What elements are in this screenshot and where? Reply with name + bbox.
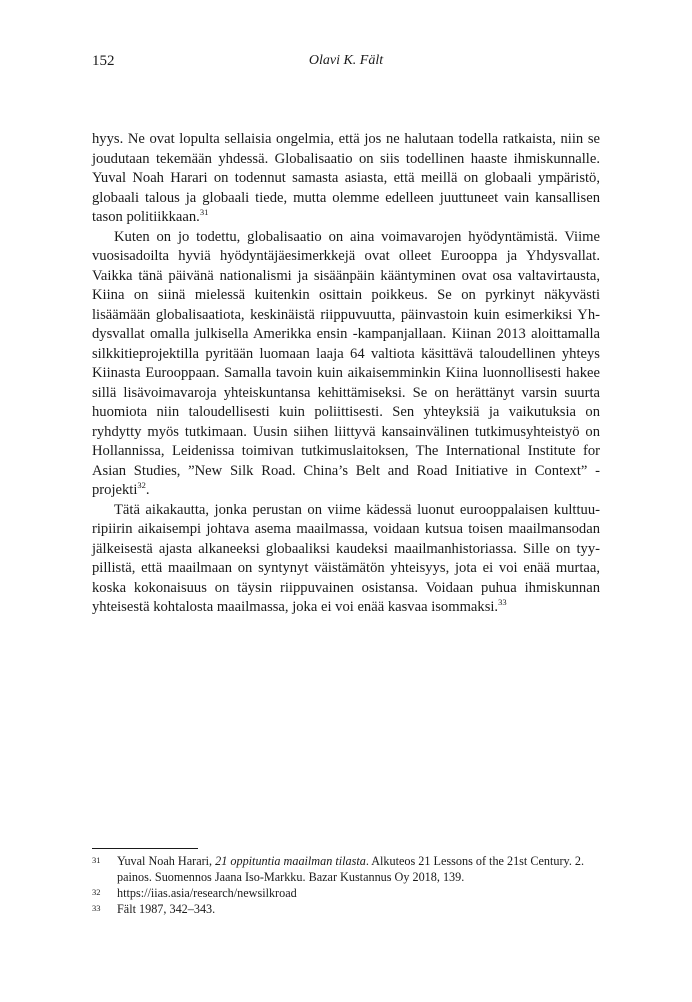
paragraph-text: Kuten on jo todettu, globalisaatio on aina voimavarojen hyödyntämistä. Viime vuosisadoilta hyviä hyödyntäjäesimerkkejä ovat olleet Eurooppa ja Yhdysvallat. Vaikka tänä päivänä nationalismi ja sisäänpäin kääntyminen ovat osa valtavirtausta, Kiina on siinä mielessä kuitenkin osittain poikkeus. Se on pyrkinyt näkyvästi lisäämään globalisaatiota, keskinäistä riippuvuutta, päinvastoin kuin esimerkiksi Yhdysvallat omalla julkisella Amerikka ensin -kampanjallaan. Kiinan 2013 aloittamalla silkkitieprojektilla pyritään luomaan laaja 64 valtiota käsittävä taloudellinen yhteys Kiinasta Eurooppaan. Samalla tavoin kuin aikaisemminkin Kiina luonnollisesti hakee sillä lisävoimavaroja yhteiskuntansa kehittämiseksi. Se on herättänyt varsin suurta huomiota niin taloudellisesti kuin poliittisesti. Sen yhteyksiä ja vaikutuksia on ryhdytty myös tutkimaan. Uusin siihen liittyvä kansainvälinen tutkimusyhteistyö on Hollannissa, Leidenissa toimivan tutkimuslaitoksen, The International Institute for Asian Studies, ”New Silk Road. China’s Belt and Road Initiative in Context” -projekti	[92, 228, 600, 498]
footnote-details: . Alkuteos 21 Lessons of the 21st Century. 2. painos. Suomennos Jaana Iso-Markku. Bazar Kustannus Oy 2018, 139.	[117, 854, 585, 884]
paragraph-text: hyys. Ne ovat lopulta sellaisia ongelmia, että jos ne halutaan todella ratkaista, niin se joudutaan tekemään yhdessä. Globalisaatio on siis todellinen haaste ihmiskunnalle. Yuval Noah Harari on todennut samasta asiasta, että meillä on globaali ympäristö, globaali talous ja globaali tiede, mutta olemme edelleen juuttuneet vain kansallisen tason politiikkaan.	[92, 131, 600, 225]
paragraph-1	[92, 130, 600, 228]
footnote-text: Fält 1987, 342–343.	[117, 902, 216, 916]
footnote-number: 32	[92, 887, 101, 897]
paragraph-text: Tätä aikakautta, jonka perustan on viime kädessä luonut eurooppalaisen kulttuuripiirin aikaisempi johtava asema maailmassa, voidaan kutsua toisen maailmansodan jälkeisestä ajasta alkaneeksi globaaliksi kaudeksi maailmanhistoriassa. Sille on tyypillistä, että maailmaan on syntynyt väistämätön yhteisyys, jota ei voi enää murtaa, koska kokonaisuus on täysin riippuvainen osistansa. Voidaan puhua ihmiskunnan yhteisestä kohtalosta maailmassa, joka ei voi enää kasvaa isommaksi.	[92, 501, 600, 615]
running-head: Olavi K. Fält	[308, 53, 384, 68]
footnote-32	[92, 885, 600, 901]
footnote-divider	[92, 848, 198, 849]
footnote-url[interactable]: https://iias.asia/research/newsilkroad	[117, 886, 297, 900]
paragraph-text-tail: .	[145, 482, 150, 498]
footnote-number: 33	[92, 903, 101, 913]
paragraph-2	[92, 228, 600, 501]
page-number: 152	[92, 53, 115, 69]
footnote-book-title: 21 oppituntia maailman tilasta	[215, 854, 366, 868]
footnote-31	[92, 853, 600, 885]
body-text	[92, 130, 600, 618]
footnotes	[92, 853, 600, 917]
footnote-reference[interactable]: 33	[498, 597, 507, 608]
footnote-author: Yuval Noah Harari,	[117, 854, 216, 868]
footnote-reference[interactable]: 31	[199, 207, 209, 218]
paragraph-3	[92, 501, 600, 618]
footnote-reference[interactable]: 32	[137, 480, 146, 491]
page-header	[92, 53, 600, 75]
footnote-33	[92, 901, 600, 917]
footnote-number: 31	[92, 855, 101, 865]
